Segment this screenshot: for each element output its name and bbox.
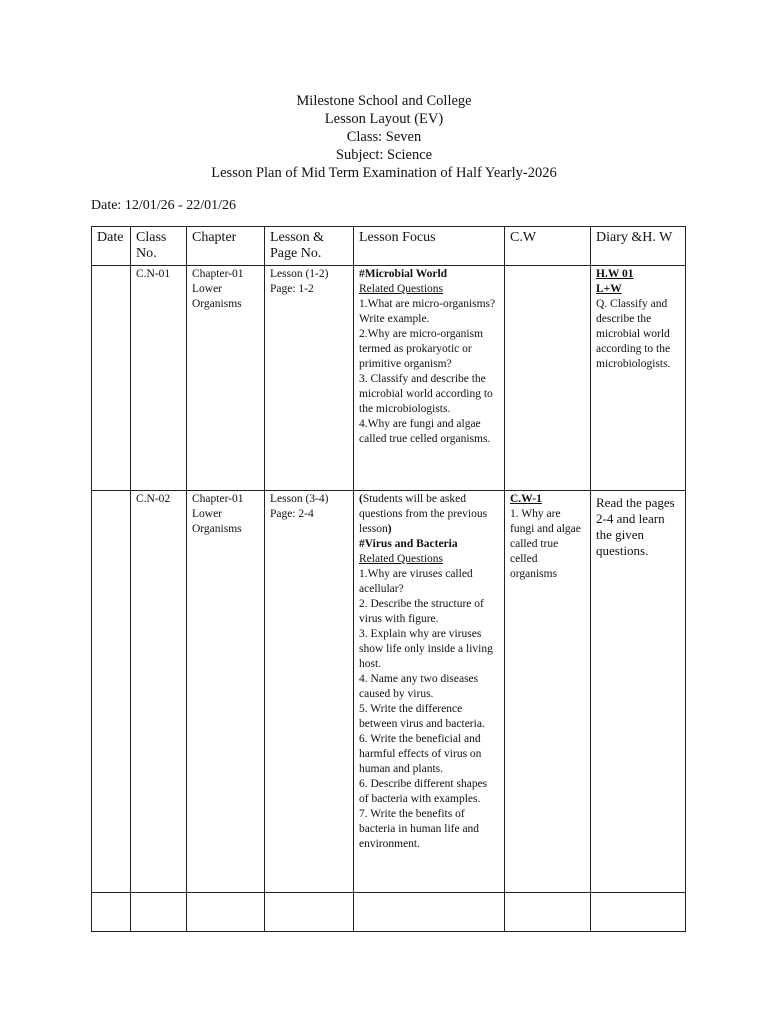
- focus-intro-close-paren: ): [387, 523, 392, 535]
- related-questions-label: Related Questions: [359, 553, 443, 565]
- table-row: [92, 266, 686, 491]
- empty-cell: [92, 893, 131, 932]
- column-header-diary-hw: Diary &H. W: [591, 227, 686, 266]
- empty-cell: [265, 893, 354, 932]
- date-cell: [92, 266, 131, 491]
- empty-cell: [591, 893, 686, 932]
- question-item: 5. Write the difference between virus and bacteria.: [359, 703, 485, 730]
- empty-cell: [131, 893, 187, 932]
- question-item: 2. Describe the structure of virus with figure.: [359, 598, 484, 625]
- column-header-chapter: Chapter: [187, 227, 265, 266]
- chapter-cell: Chapter-01 Lower Organisms: [187, 266, 265, 491]
- lesson-focus-cell: [354, 491, 505, 893]
- question-item: 4. Name any two diseases caused by virus.: [359, 673, 479, 700]
- lesson-layout-title: Lesson Layout (EV): [324, 111, 444, 127]
- lesson-cell: Lesson (3-4) Page: 2-4: [265, 491, 354, 893]
- chapter-cell: Chapter-01 Lower Organisms: [187, 491, 265, 893]
- lesson-cell: Lesson (1-2) Page: 1-2: [265, 266, 354, 491]
- hw-subtitle: L+W: [596, 283, 622, 295]
- column-header-cw: C.W: [505, 227, 591, 266]
- hw-cell: [591, 266, 686, 491]
- empty-cell: [354, 893, 505, 932]
- table-row: [92, 893, 686, 932]
- class-no-cell: C.N-01: [131, 266, 187, 491]
- class-no-cell: C.N-02: [131, 491, 187, 893]
- date-cell: [92, 491, 131, 893]
- focus-title: #Microbial World: [359, 268, 448, 280]
- column-header-date: Date: [92, 227, 131, 266]
- school-name: Milestone School and College: [296, 93, 472, 109]
- table-header-row: [92, 227, 686, 266]
- related-questions-label: Related Questions: [359, 283, 443, 295]
- question-item: 2.Why are micro-organism termed as prokaryotic or primitive organism?: [359, 328, 484, 370]
- question-item: 4.Why are fungi and algae called true celled organisms.: [359, 418, 491, 445]
- hw-cell: Read the pages 2-4 and learn the given questions.: [591, 491, 686, 893]
- focus-title: #Virus and Bacteria: [359, 538, 458, 550]
- question-item: 7. Write the benefits of bacteria in human life and environment.: [359, 808, 480, 850]
- hw-text: Q. Classify and describe the microbial world according to the microbiologists.: [596, 298, 671, 370]
- question-item: 3. Explain why are viruses show life only inside a living host.: [359, 628, 493, 670]
- column-header-lesson: Lesson & Page No.: [265, 227, 354, 266]
- focus-intro: [359, 492, 499, 537]
- empty-cell: [505, 893, 591, 932]
- date-line: Date: 12/01/26 - 22/01/26: [91, 198, 237, 213]
- question-item: 3. Classify and describe the microbial world according to the microbiologists.: [359, 373, 493, 415]
- question-item: 6. Write the beneficial and harmful effects of virus on human and plants.: [359, 733, 482, 775]
- cw-cell: [505, 491, 591, 893]
- document-header: [0, 92, 768, 182]
- lesson-plan-table: [91, 226, 686, 932]
- cw-text: 1. Why are fungi and algae called true celled organisms: [510, 508, 581, 580]
- lesson-plan-title: Lesson Plan of Mid Term Examination of Half Yearly-2026: [211, 165, 557, 181]
- question-item: 1.What are micro-organisms? Write example.: [359, 298, 496, 325]
- column-header-class-no: Class No.: [131, 227, 187, 266]
- focus-intro-open-paren: (: [359, 493, 363, 505]
- focus-intro-text: Students will be asked questions from the previous lesson: [359, 493, 488, 535]
- column-header-lesson-focus: Lesson Focus: [354, 227, 505, 266]
- empty-cell: [187, 893, 265, 932]
- cw-title: C.W-1: [510, 493, 542, 505]
- question-item: 1.Why are viruses called acellular?: [359, 568, 473, 595]
- hw-title: H.W 01: [596, 268, 634, 280]
- question-item: 6. Describe different shapes of bacteria with examples.: [359, 778, 488, 805]
- subject-line: Subject: Science: [335, 147, 433, 163]
- lesson-focus-cell: [354, 266, 505, 491]
- class-line: Class: Seven: [346, 129, 422, 145]
- table-row: [92, 491, 686, 893]
- cw-cell: [505, 266, 591, 491]
